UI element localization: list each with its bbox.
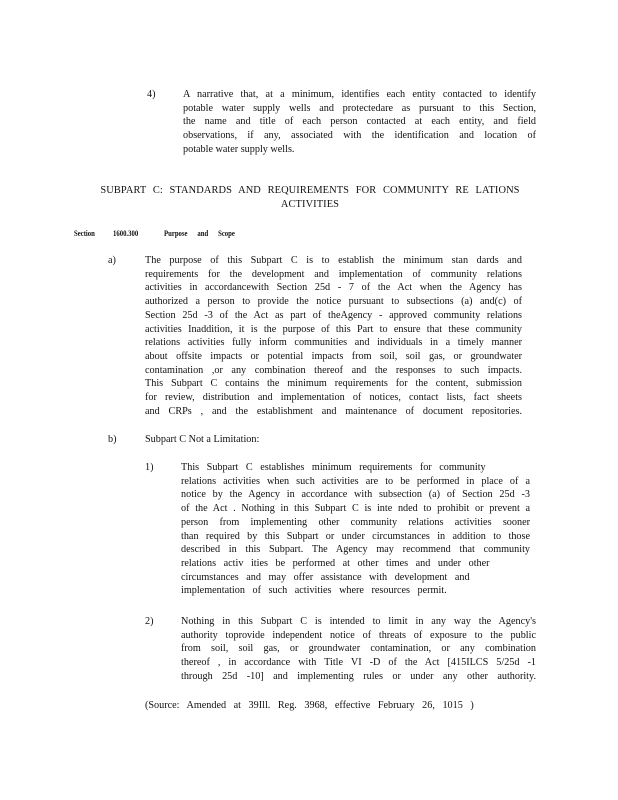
section-number: 1600.300	[113, 229, 139, 238]
item-4-text	[183, 88, 536, 157]
text-line: relations activities fully inform communities and individuals in a timely manner	[145, 337, 522, 349]
item-number: 2)	[145, 616, 154, 627]
text-line: for review, distribution and implementation of notices, contact lists, fact sheets	[145, 392, 522, 404]
text-line: of the Act . Nothing in this Subpart C is inte nded to prohibit or prevent a	[181, 503, 530, 515]
text-line: activities Inaddition, it is the purpose of this Part to ensure that these community	[145, 323, 522, 335]
text-line: relations activ ities be performed at other times and under other	[181, 557, 490, 569]
item-b2-text	[181, 615, 536, 684]
text-line: notice by the Agency in accordance with subsection (a) of Section 25d -3	[181, 489, 530, 501]
text-line: A narrative that, at a minimum, identifies each entity contacted to identify	[183, 89, 536, 100]
item-number: 1)	[145, 462, 154, 473]
text-line: This Subpart C establishes minimum requirements for community	[181, 462, 486, 473]
text-line: than required by this Subpart or under circumstances in addition to those	[181, 530, 530, 542]
text-line: relations activities when such activities are to be performed in place of a	[181, 475, 530, 487]
item-number: 4)	[147, 89, 156, 100]
section-title: Purpose and Scope	[164, 229, 235, 238]
text-line: person from implementing other community relations activities sooner	[181, 516, 530, 528]
text-line: thereof , in accordance with Title VI -D of the Act [415ILCS 5/25d -1	[181, 657, 536, 669]
section-label: Section	[74, 229, 95, 238]
text-line: and CRPs , and the establishment and maintenance of document repositories.	[145, 405, 522, 417]
text-line: authority toprovide independent notice of threats of exposure to the public	[181, 629, 536, 641]
text-line: circumstances and may offer assistance with development and	[181, 571, 470, 583]
text-line: contamination ,or any combination thereof and the responses to such impacts.	[145, 364, 522, 376]
text-line: through 25d -10] and implementing rules or under any other authority.	[181, 670, 536, 682]
text-line: described in this Subpart. The Agency may recommend that community	[181, 544, 530, 556]
text-line: potable water supply wells.	[183, 143, 295, 155]
text-line: Nothing in this Subpart C is intended to limit in any way the Agency's	[181, 616, 536, 627]
text-line: activities in accordancewith Section 25d - 7 of the Act when the Agency has	[145, 282, 522, 294]
text-line: Section 25d -3 of the Act as part of theAgency - approved community relations	[145, 309, 522, 321]
paragraph-label: a)	[108, 255, 116, 266]
text-line: potable water supply wells and protectedare as pursuant to this Section,	[183, 102, 536, 114]
text-line: the name and title of each person contacted at each entity, and field	[183, 116, 536, 128]
text-line: requirements for the development and implementation of community relations	[145, 268, 522, 280]
item-b1-text	[181, 461, 530, 598]
text-line: authorized a person to provide the notice pursuant to subsections (a) and(c) of	[145, 296, 522, 308]
text-line: about offsite impacts or potential impacts from soil, soil gas, or groundwater	[145, 350, 522, 362]
source-note: (Source: Amended at 39Ill. Reg. 3968, effective February 26, 1015 )	[145, 700, 474, 711]
text-line: implementation of such activities where resources permit.	[181, 585, 447, 597]
subpart-heading	[60, 184, 560, 212]
text-line: This Subpart C contains the minimum requirements for the content, submission	[145, 378, 522, 390]
subpart-heading-line: SUBPART C: STANDARDS AND REQUIREMENTS FOR COMMUNITY RE LATIONS	[100, 185, 520, 196]
text-line: from soil, soil gas, or groundwater contamination, or any combination	[181, 643, 536, 655]
text-line: observations, if any, associated with the identification and location of	[183, 130, 536, 142]
subpart-heading-line: ACTIVITIES	[280, 199, 340, 210]
paragraph-b-title: Subpart C Not a Limitation:	[145, 434, 260, 445]
text-line: The purpose of this Subpart C is to establish the minimum stan dards and	[145, 255, 522, 266]
paragraph-a-text	[145, 254, 522, 418]
paragraph-label: b)	[108, 434, 117, 445]
